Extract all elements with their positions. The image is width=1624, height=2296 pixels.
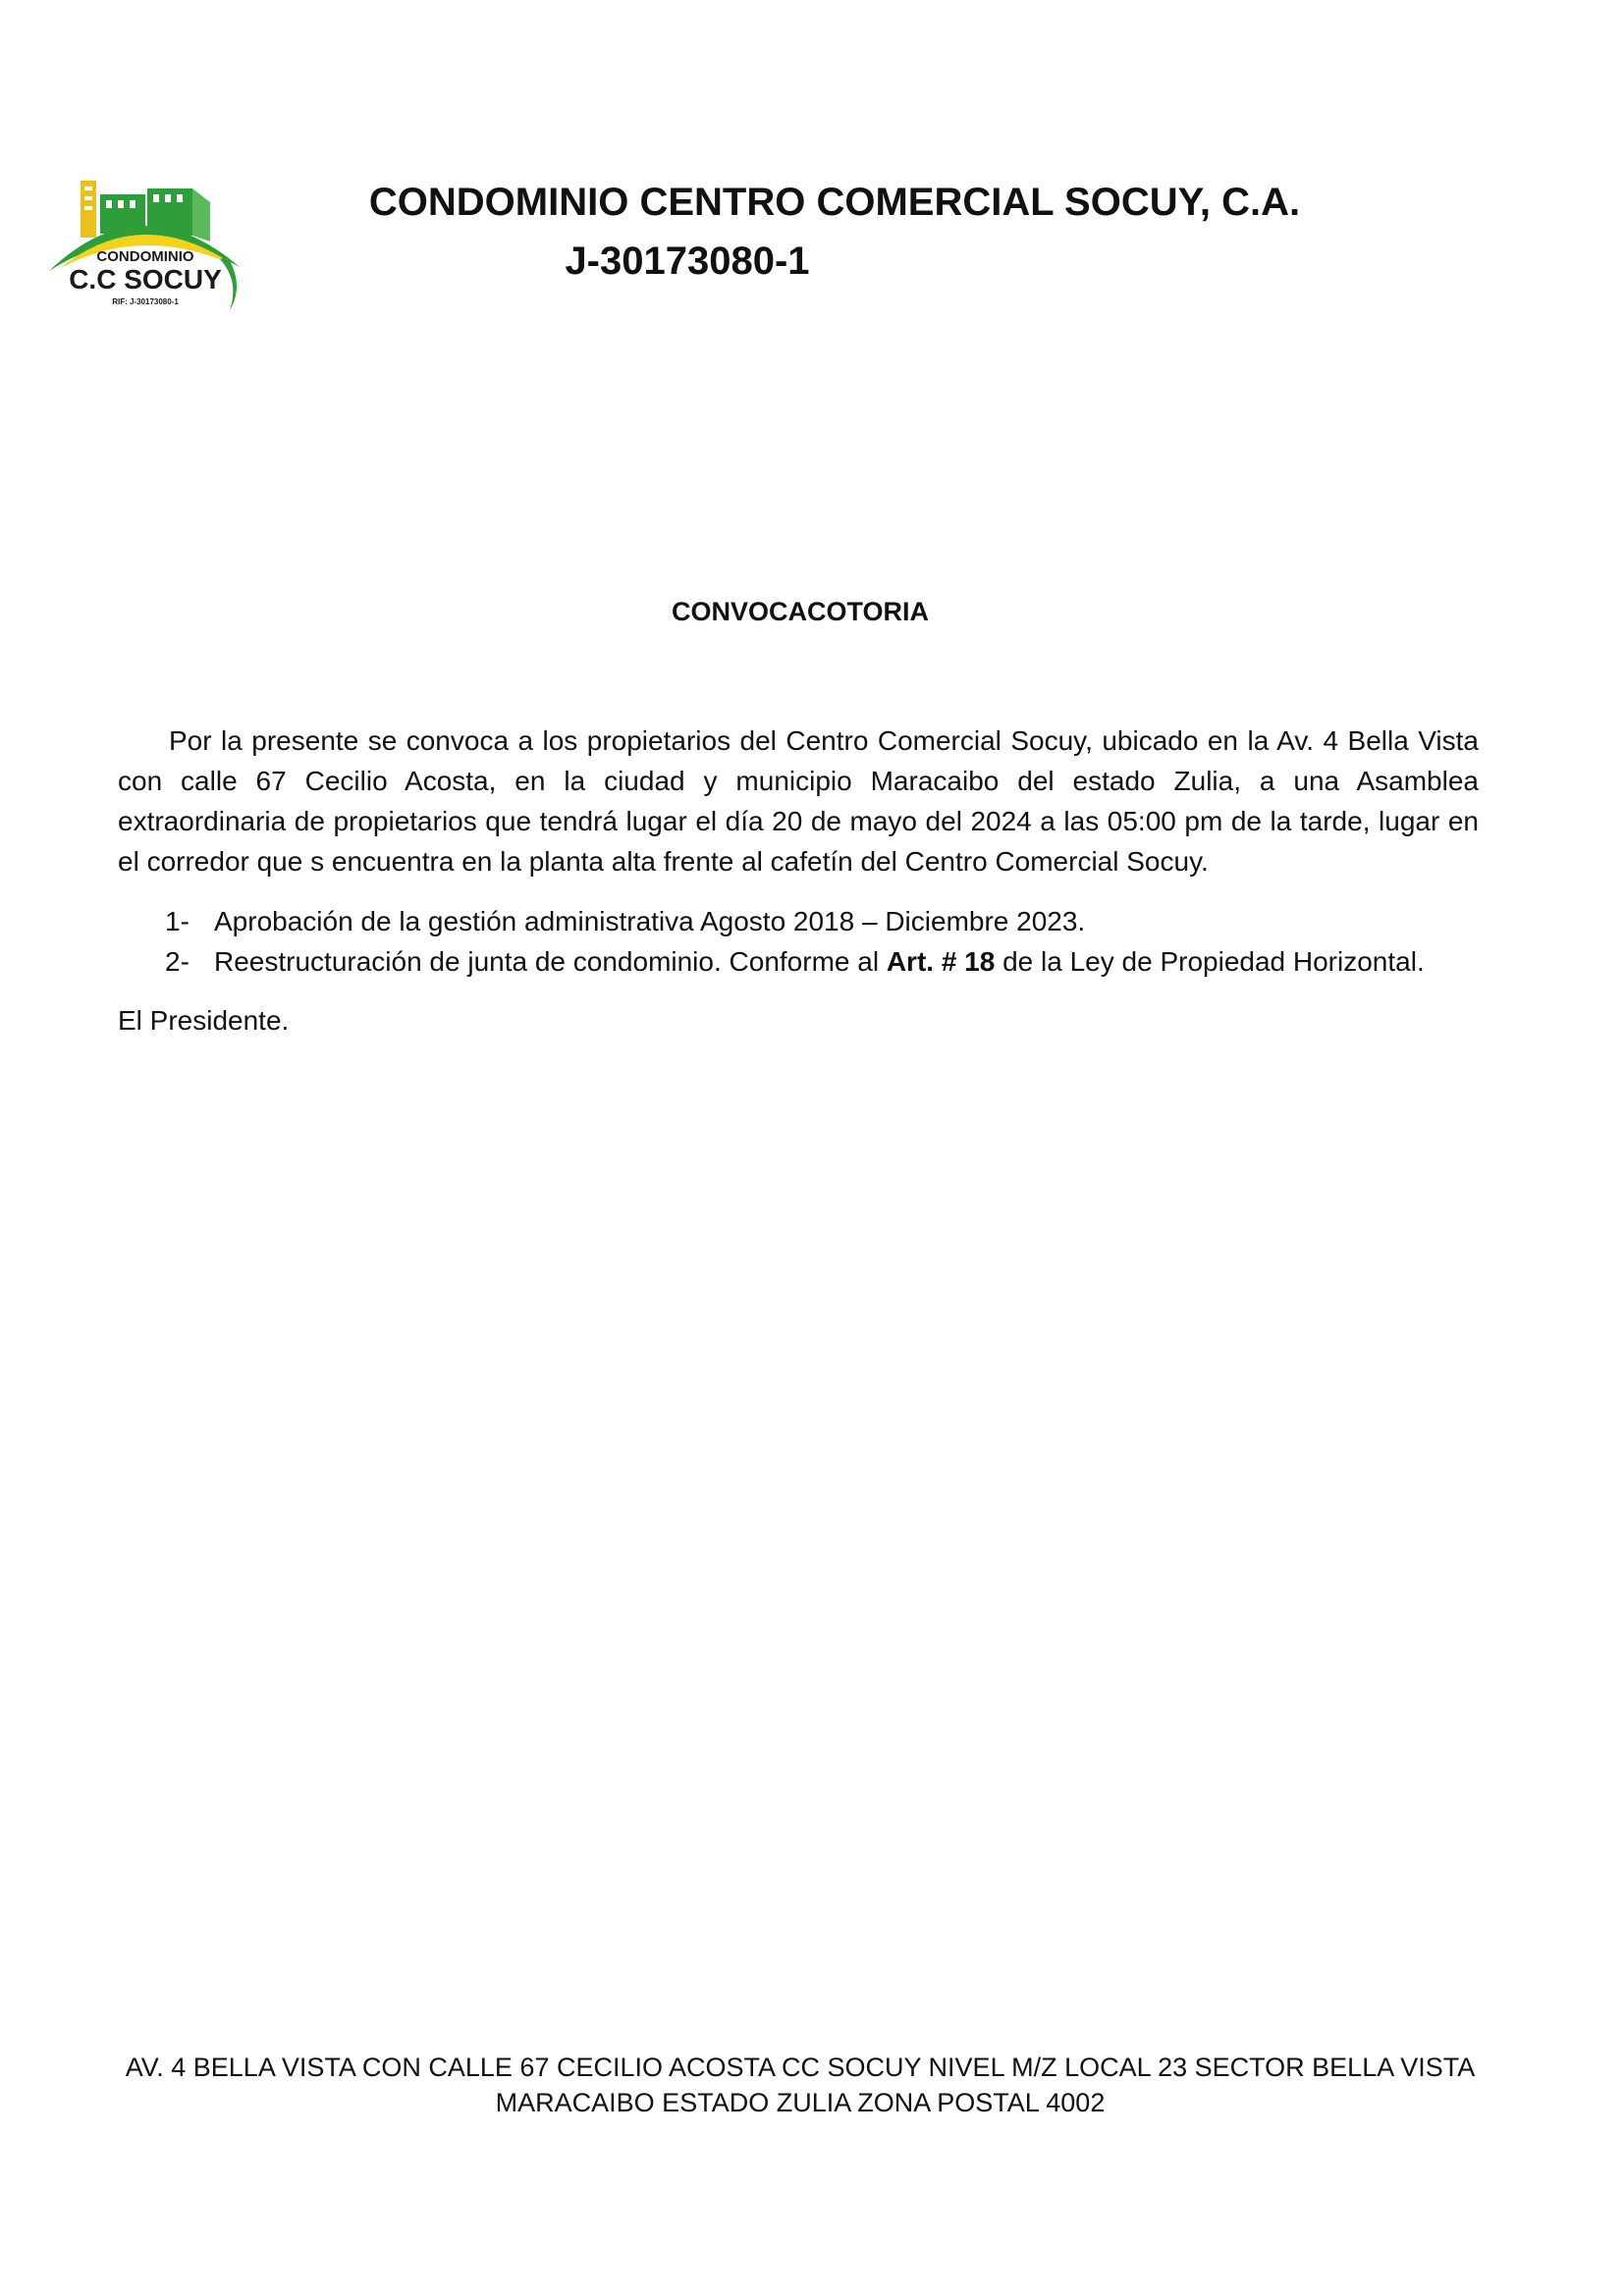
agenda-item-text: Aprobación de la gestión administrativa Agosto 2018 – Diciembre 2023. bbox=[214, 906, 1086, 936]
logo-building-side bbox=[192, 188, 210, 241]
agenda-text-after: de la Ley de Propiedad Horizontal. bbox=[995, 946, 1425, 977]
convocation-paragraph: Por la presente se convoca a los propietarios del Centro Comercial Socuy, ubicado en la Av. 4 Bella Vista con calle 67 Cecilio Acosta, en la ciudad y municipio Maracaibo del estado Zulia, a una Asamblea extraordinaria de propietarios que tendrá lugar el día 20 de mayo del 2024 a las 05:00 pm de la tarde, lugar en el corredor que s encuentra en la planta alta frente al cafetín del Centro Comercial Socuy. bbox=[118, 725, 1479, 877]
agenda-item bbox=[165, 941, 1425, 982]
agenda-list bbox=[165, 901, 1425, 982]
logo-main-text: C.C SOCUY bbox=[69, 264, 222, 294]
signature-line: El Presidente. bbox=[118, 1005, 290, 1036]
agenda-item-number: 1- bbox=[165, 906, 189, 936]
agenda-item bbox=[165, 901, 1425, 941]
agenda-item-number: 2- bbox=[165, 946, 189, 977]
company-name: CONDOMINIO CENTRO COMERCIAL SOCUY, C.A. bbox=[368, 181, 1301, 224]
law-article-reference: Art. # 18 bbox=[886, 946, 996, 977]
company-rif: J-30173080-1 bbox=[565, 240, 810, 283]
footer-line-1: AV. 4 BELLA VISTA CON CALLE 67 CECILIO ACOSTA CC SOCUY NIVEL M/Z LOCAL 23 SECTOR BELLA VISTA bbox=[125, 2053, 1476, 2082]
agenda-item-text bbox=[214, 941, 1425, 982]
footer-address bbox=[0, 2050, 1600, 2120]
footer-line-2: MARACAIBO ESTADO ZULIA ZONA POSTAL 4002 bbox=[495, 2088, 1106, 2117]
logo-top-text: CONDOMINIO bbox=[96, 248, 194, 265]
logo-rif-text: RIF: J-30173080-1 bbox=[112, 297, 179, 306]
document-title: CONVOCACOTORIA bbox=[671, 597, 929, 626]
agenda-text-before: Reestructuración de junta de condominio. Conforme al bbox=[214, 946, 887, 977]
